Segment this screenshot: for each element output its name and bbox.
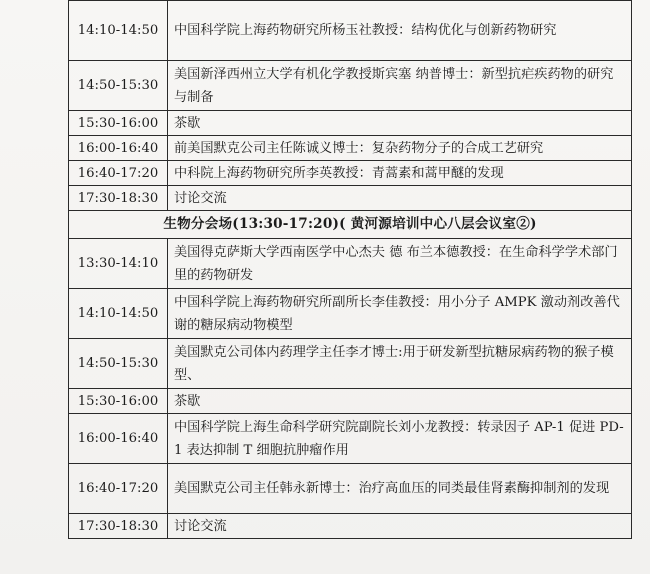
talk-cell: 中国科学院上海药物研究所副所长李佳教授：用小分子 AMPK 激动剂改善代谢的糖尿病动物模型 <box>168 289 632 339</box>
table-row <box>69 389 632 414</box>
table-row <box>69 111 632 136</box>
time-cell: 13:30-14:10 <box>69 239 168 289</box>
table-row <box>69 289 632 339</box>
talk-cell: 美国默克公司体内药理学主任李才博士:用于研发新型抗糖尿病药物的猴子模型、 <box>168 339 632 389</box>
table-row <box>69 339 632 389</box>
time-cell: 14:50-15:30 <box>69 339 168 389</box>
table-row <box>69 136 632 161</box>
break-cell: 茶歇 <box>168 389 632 414</box>
time-cell: 16:40-17:20 <box>69 464 168 514</box>
table-row <box>69 239 632 289</box>
table-row <box>69 464 632 514</box>
table-row <box>69 414 632 464</box>
table-row <box>69 161 632 186</box>
time-cell: 17:30-18:30 <box>69 186 168 211</box>
talk-cell: 中科院上海药物研究所李英教授：青蒿素和蒿甲醚的发现 <box>168 161 632 186</box>
talk-cell: 中国科学院上海生命科学研究院副院长刘小龙教授：转录因子 AP-1 促进 PD-1 表达抑制 T 细胞抗肿瘤作用 <box>168 414 632 464</box>
table-row <box>69 186 632 211</box>
talk-cell: 美国默克公司主任韩永新博士：治疗高血压的同类最佳肾素酶抑制剂的发现 <box>168 464 632 514</box>
discussion-cell: 讨论交流 <box>168 514 632 539</box>
time-cell: 14:10-14:50 <box>69 289 168 339</box>
agenda-table <box>68 0 632 539</box>
time-cell: 14:10-14:50 <box>69 1 168 61</box>
talk-cell: 美国得克萨斯大学西南医学中心杰夫 德 布兰本德教授：在生命科学学术部门里的药物研发 <box>168 239 632 289</box>
time-cell: 16:40-17:20 <box>69 161 168 186</box>
table-row <box>69 61 632 111</box>
talk-cell: 美国新泽西州立大学有机化学教授斯宾塞 纳普博士：新型抗疟疾药物的研究与制备 <box>168 61 632 111</box>
discussion-cell: 讨论交流 <box>168 186 632 211</box>
talk-cell: 前美国默克公司主任陈诚义博士：复杂药物分子的合成工艺研究 <box>168 136 632 161</box>
talk-cell: 中国科学院上海药物研究所杨玉社教授：结构优化与创新药物研究 <box>168 1 632 61</box>
time-cell: 14:50-15:30 <box>69 61 168 111</box>
time-cell: 16:00-16:40 <box>69 136 168 161</box>
time-cell: 17:30-18:30 <box>69 514 168 539</box>
table-row <box>69 514 632 539</box>
break-cell: 茶歇 <box>168 111 632 136</box>
table-row <box>69 1 632 61</box>
time-cell: 15:30-16:00 <box>69 111 168 136</box>
time-cell: 16:00-16:40 <box>69 414 168 464</box>
time-cell: 15:30-16:00 <box>69 389 168 414</box>
session-title: 生物分会场(13:30-17:20)( 黄河源培训中心八层会议室②) <box>69 211 632 239</box>
session-header-row <box>69 211 632 239</box>
